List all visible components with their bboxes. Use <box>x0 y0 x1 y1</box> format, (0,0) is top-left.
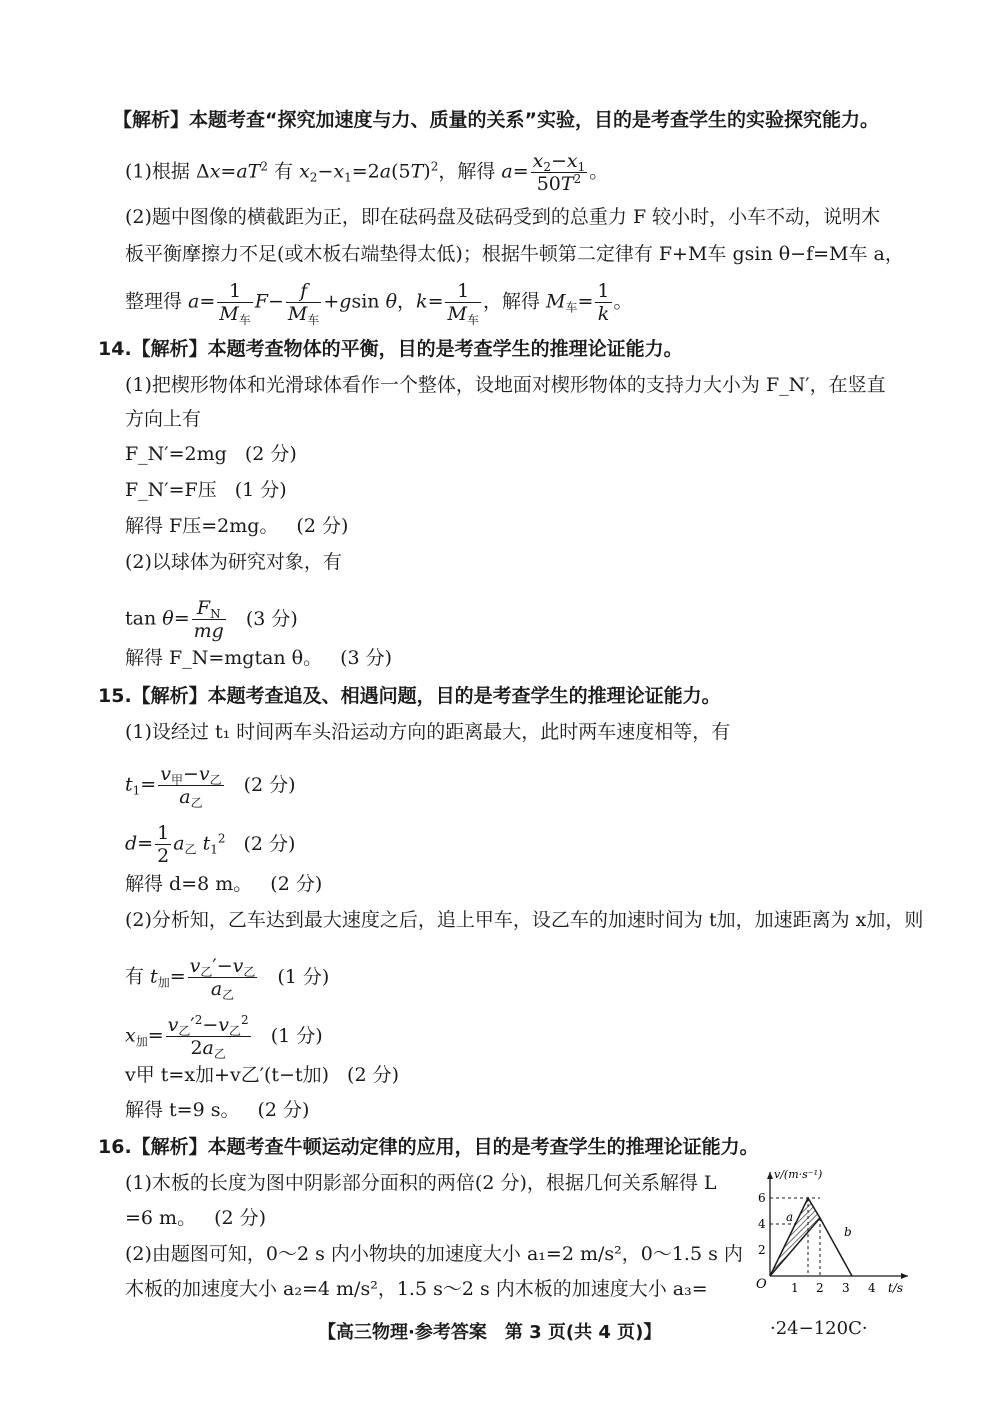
q13-part2-line3: 整理得 a= $\frac{1}{M_车}$ F− $\frac{f}{M_车}$ +gsin θ，k= $\frac{1}{M_车}$ ，解得 $M_车=$ $\frac{1}{k}$ 。 <box>125 280 633 327</box>
x-tick-3: 3 <box>842 1281 850 1295</box>
q15-part2-line1: (2)分析知，乙车达到最大速度之后，追上甲车，设乙车的加速时间为 t加，加速距离为 x加，则 <box>125 909 924 931</box>
y-axis-label: v/(m·s⁻¹) <box>774 1168 823 1181</box>
q16-part2-line2: 木板的加速度大小 a₂=4 m/s²，1.5 s～2 s 内木板的加速度大小 a₃= <box>125 1278 708 1300</box>
q16-part1-line2: =6 m。 (2 分) <box>125 1207 267 1229</box>
q15-eq6: v甲 t=x加+v乙′(t−t加) (2 分) <box>125 1064 399 1086</box>
q14-eq5: 解得 F_N=mgtan θ。 (3 分) <box>125 647 393 669</box>
q15-part1-line1: (1)设经过 t₁ 时间两车头沿运动方向的距离最大，此时两车速度相等，有 <box>125 721 731 743</box>
q15-heading: 15.【解析】本题考查追及、相遇问题，目的是考查学生的推理论证能力。 <box>98 685 721 707</box>
x-axis-label: t/s <box>888 1281 904 1295</box>
x-tick-2: 2 <box>816 1281 824 1295</box>
q15-eq3: 解得 d=8 m。 (2 分) <box>125 873 323 895</box>
q15-eq4: 有 $t_加=$ $\frac{v_乙'-v_乙}{a_乙}$ (1 分) <box>125 955 330 1002</box>
q13-heading: 【解析】本题考查“探究加速度与力、质量的关系”实验，目的是考查学生的实验探究能力。 <box>113 109 879 131</box>
y-axis-arrow <box>767 1172 773 1179</box>
q13-part1: (1)根据 $\Delta x=aT^2$ 有 $x_2-x_1=2a(5T)^2$，解得 a= $\frac{x_2-x_1}{50T^2}$ 。 <box>125 150 609 195</box>
x-tick-1: 1 <box>791 1281 799 1295</box>
x-tick-4: 4 <box>868 1281 876 1295</box>
shaded-area <box>770 1198 820 1276</box>
footer-code: ·24−120C· <box>770 1318 868 1339</box>
q14-part1-line1: (1)把楔形物体和光滑球体看作一个整体，设地面对楔形物体的支持力大小为 F_N′，在竖直 <box>125 374 886 396</box>
footer-page-info: 【高三物理·参考答案 第 3 页(共 4 页)】 <box>318 1322 662 1343</box>
origin-label: O <box>756 1277 767 1292</box>
q14-part2-line1: (2)以球体为研究对象，有 <box>125 551 342 573</box>
q14-part1-line2: 方向上有 <box>125 408 202 430</box>
velocity-time-graph <box>752 1166 914 1296</box>
q13-part2-line1: (2)题中图像的横截距为正，即在砝码盘及砝码受到的总重力 F 较小时，小车不动，说明木 <box>125 206 881 228</box>
q16-heading: 16.【解析】本题考查牛顿运动定律的应用，目的是考查学生的推理论证能力。 <box>98 1136 759 1158</box>
q16-part2-line1: (2)由题图可知，0～2 s 内小物块的加速度大小 a₁=2 m/s²，0～1.5 s 内 <box>125 1243 743 1265</box>
q13-part2-line2: 板平衡摩擦力不足(或木板右端垫得太低)；根据牛顿第二定律有 F+M车 gsin θ−f=M车 a， <box>125 243 904 265</box>
curve-b-label: b <box>844 1225 852 1239</box>
q15-eq1: $t_1=$ $\frac{v_甲-v_乙}{a_乙}$ (2 分) <box>125 763 296 810</box>
q14-eq1: F_N′=2mg (2 分) <box>125 443 297 465</box>
q14-eq4: tan θ= $\frac{F_N}{mg}$ (3 分) <box>125 597 298 642</box>
y-tick-4: 4 <box>758 1217 766 1231</box>
y-tick-2: 2 <box>758 1243 766 1257</box>
curve-a-label: a <box>786 1210 794 1224</box>
q15-eq5: $x_加=$ $\frac{v_乙'^2-v_乙^2}{2a_乙}$ (1 分) <box>125 1013 323 1061</box>
q14-eq3: 解得 F压=2mg。 (2 分) <box>125 515 349 537</box>
q14-heading: 14.【解析】本题考查物体的平衡，目的是考查学生的推理论证能力。 <box>98 338 683 360</box>
x-axis-arrow <box>901 1273 908 1279</box>
q14-eq2: F_N′=F压 (1 分) <box>125 479 287 501</box>
q15-eq7: 解得 t=9 s。 (2 分) <box>125 1099 310 1121</box>
q16-part1-line1: (1)木板的长度为图中阴影部分面积的两倍(2 分)，根据几何关系解得 L <box>125 1172 717 1194</box>
q15-eq2: d= $\frac{1}{2}$ $a_乙$ $t_1^2$ (2 分) <box>125 822 296 867</box>
y-tick-6: 6 <box>758 1191 766 1205</box>
